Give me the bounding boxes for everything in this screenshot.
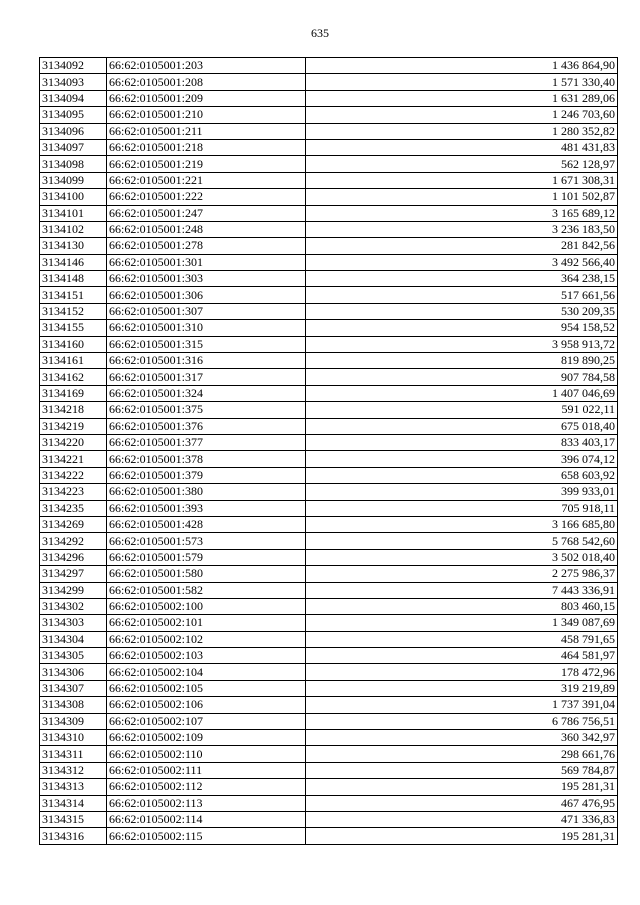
cadastral-number-cell: 66:62:0105002:115 bbox=[107, 828, 306, 844]
cadastral-number-cell: 66:62:0105002:110 bbox=[107, 746, 306, 762]
table-row bbox=[40, 418, 618, 434]
table-row bbox=[40, 533, 618, 549]
amount-cell: 360 342,97 bbox=[306, 730, 618, 746]
record-id-cell: 3134096 bbox=[40, 123, 107, 139]
record-id-cell: 3134218 bbox=[40, 402, 107, 418]
amount-cell: 319 219,89 bbox=[306, 680, 618, 696]
amount-cell: 1 407 046,69 bbox=[306, 385, 618, 401]
record-id-cell: 3134308 bbox=[40, 697, 107, 713]
record-id-cell: 3134313 bbox=[40, 779, 107, 795]
record-id-cell: 3134311 bbox=[40, 746, 107, 762]
record-id-cell: 3134219 bbox=[40, 418, 107, 434]
cadastral-number-cell: 66:62:0105001:379 bbox=[107, 467, 306, 483]
table-row bbox=[40, 779, 618, 795]
cadastral-value-table bbox=[39, 57, 618, 845]
record-id-cell: 3134296 bbox=[40, 549, 107, 565]
cadastral-number-cell: 66:62:0105001:378 bbox=[107, 451, 306, 467]
record-id-cell: 3134151 bbox=[40, 287, 107, 303]
cadastral-number-cell: 66:62:0105001:377 bbox=[107, 434, 306, 450]
amount-cell: 3 492 566,40 bbox=[306, 254, 618, 270]
record-id-cell: 3134148 bbox=[40, 271, 107, 287]
record-id-cell: 3134310 bbox=[40, 730, 107, 746]
cadastral-number-cell: 66:62:0105001:209 bbox=[107, 90, 306, 106]
amount-cell: 195 281,31 bbox=[306, 779, 618, 795]
table-row bbox=[40, 320, 618, 336]
table-row bbox=[40, 123, 618, 139]
amount-cell: 658 603,92 bbox=[306, 467, 618, 483]
cadastral-number-cell: 66:62:0105002:101 bbox=[107, 615, 306, 631]
amount-cell: 803 460,15 bbox=[306, 598, 618, 614]
amount-cell: 1 280 352,82 bbox=[306, 123, 618, 139]
table-row bbox=[40, 451, 618, 467]
cadastral-number-cell: 66:62:0105002:104 bbox=[107, 664, 306, 680]
amount-cell: 1 246 703,60 bbox=[306, 107, 618, 123]
table-row bbox=[40, 271, 618, 287]
table-row bbox=[40, 254, 618, 270]
record-id-cell: 3134314 bbox=[40, 795, 107, 811]
record-id-cell: 3134098 bbox=[40, 156, 107, 172]
record-id-cell: 3134220 bbox=[40, 434, 107, 450]
amount-cell: 954 158,52 bbox=[306, 320, 618, 336]
amount-cell: 562 128,97 bbox=[306, 156, 618, 172]
amount-cell: 1 631 289,06 bbox=[306, 90, 618, 106]
table-row bbox=[40, 221, 618, 237]
cadastral-number-cell: 66:62:0105002:111 bbox=[107, 762, 306, 778]
table-body bbox=[40, 58, 618, 845]
table-row bbox=[40, 811, 618, 827]
record-id-cell: 3134312 bbox=[40, 762, 107, 778]
cadastral-number-cell: 66:62:0105001:301 bbox=[107, 254, 306, 270]
cadastral-number-cell: 66:62:0105002:106 bbox=[107, 697, 306, 713]
record-id-cell: 3134099 bbox=[40, 172, 107, 188]
record-id-cell: 3134235 bbox=[40, 500, 107, 516]
amount-cell: 481 431,83 bbox=[306, 139, 618, 155]
amount-cell: 7 443 336,91 bbox=[306, 582, 618, 598]
amount-cell: 3 236 183,50 bbox=[306, 221, 618, 237]
cadastral-number-cell: 66:62:0105001:582 bbox=[107, 582, 306, 598]
table-row bbox=[40, 402, 618, 418]
table-row bbox=[40, 156, 618, 172]
record-id-cell: 3134305 bbox=[40, 648, 107, 664]
cadastral-number-cell: 66:62:0105001:218 bbox=[107, 139, 306, 155]
table-row bbox=[40, 107, 618, 123]
table-row bbox=[40, 648, 618, 664]
cadastral-number-cell: 66:62:0105001:380 bbox=[107, 484, 306, 500]
record-id-cell: 3134101 bbox=[40, 205, 107, 221]
amount-cell: 195 281,31 bbox=[306, 828, 618, 844]
amount-cell: 530 209,35 bbox=[306, 303, 618, 319]
cadastral-number-cell: 66:62:0105002:113 bbox=[107, 795, 306, 811]
table-row bbox=[40, 238, 618, 254]
cadastral-number-cell: 66:62:0105001:310 bbox=[107, 320, 306, 336]
cadastral-number-cell: 66:62:0105001:579 bbox=[107, 549, 306, 565]
amount-cell: 5 768 542,60 bbox=[306, 533, 618, 549]
amount-cell: 2 275 986,37 bbox=[306, 566, 618, 582]
amount-cell: 591 022,11 bbox=[306, 402, 618, 418]
cadastral-number-cell: 66:62:0105001:573 bbox=[107, 533, 306, 549]
record-id-cell: 3134162 bbox=[40, 369, 107, 385]
record-id-cell: 3134161 bbox=[40, 353, 107, 369]
record-id-cell: 3134146 bbox=[40, 254, 107, 270]
table-row bbox=[40, 795, 618, 811]
cadastral-number-cell: 66:62:0105001:580 bbox=[107, 566, 306, 582]
amount-cell: 819 890,25 bbox=[306, 353, 618, 369]
table-row bbox=[40, 139, 618, 155]
cadastral-number-cell: 66:62:0105001:210 bbox=[107, 107, 306, 123]
table-row bbox=[40, 664, 618, 680]
table-row bbox=[40, 746, 618, 762]
cadastral-number-cell: 66:62:0105002:100 bbox=[107, 598, 306, 614]
cadastral-number-cell: 66:62:0105001:316 bbox=[107, 353, 306, 369]
table-row bbox=[40, 762, 618, 778]
table-row bbox=[40, 189, 618, 205]
table-row bbox=[40, 582, 618, 598]
cadastral-number-cell: 66:62:0105001:211 bbox=[107, 123, 306, 139]
record-id-cell: 3134097 bbox=[40, 139, 107, 155]
amount-cell: 364 238,15 bbox=[306, 271, 618, 287]
record-id-cell: 3134304 bbox=[40, 631, 107, 647]
amount-cell: 6 786 756,51 bbox=[306, 713, 618, 729]
table-row bbox=[40, 74, 618, 90]
amount-cell: 675 018,40 bbox=[306, 418, 618, 434]
table-row bbox=[40, 566, 618, 582]
table-row bbox=[40, 631, 618, 647]
amount-cell: 517 661,56 bbox=[306, 287, 618, 303]
record-id-cell: 3134297 bbox=[40, 566, 107, 582]
cadastral-number-cell: 66:62:0105002:103 bbox=[107, 648, 306, 664]
amount-cell: 705 918,11 bbox=[306, 500, 618, 516]
cadastral-number-cell: 66:62:0105001:203 bbox=[107, 58, 306, 74]
cadastral-number-cell: 66:62:0105001:324 bbox=[107, 385, 306, 401]
record-id-cell: 3134306 bbox=[40, 664, 107, 680]
table-row bbox=[40, 615, 618, 631]
amount-cell: 281 842,56 bbox=[306, 238, 618, 254]
record-id-cell: 3134292 bbox=[40, 533, 107, 549]
cadastral-number-cell: 66:62:0105002:109 bbox=[107, 730, 306, 746]
amount-cell: 3 958 913,72 bbox=[306, 336, 618, 352]
table-row bbox=[40, 287, 618, 303]
amount-cell: 1 737 391,04 bbox=[306, 697, 618, 713]
record-id-cell: 3134222 bbox=[40, 467, 107, 483]
amount-cell: 3 165 689,12 bbox=[306, 205, 618, 221]
amount-cell: 464 581,97 bbox=[306, 648, 618, 664]
cadastral-number-cell: 66:62:0105002:112 bbox=[107, 779, 306, 795]
amount-cell: 458 791,65 bbox=[306, 631, 618, 647]
table-row bbox=[40, 516, 618, 532]
amount-cell: 907 784,58 bbox=[306, 369, 618, 385]
cadastral-number-cell: 66:62:0105002:102 bbox=[107, 631, 306, 647]
cadastral-number-cell: 66:62:0105001:306 bbox=[107, 287, 306, 303]
record-id-cell: 3134093 bbox=[40, 74, 107, 90]
amount-cell: 1 101 502,87 bbox=[306, 189, 618, 205]
record-id-cell: 3134160 bbox=[40, 336, 107, 352]
cadastral-number-cell: 66:62:0105001:208 bbox=[107, 74, 306, 90]
table-row bbox=[40, 205, 618, 221]
table-row bbox=[40, 385, 618, 401]
record-id-cell: 3134307 bbox=[40, 680, 107, 696]
table-row bbox=[40, 598, 618, 614]
amount-cell: 396 074,12 bbox=[306, 451, 618, 467]
table-row bbox=[40, 697, 618, 713]
cadastral-number-cell: 66:62:0105001:303 bbox=[107, 271, 306, 287]
table-row bbox=[40, 434, 618, 450]
amount-cell: 569 784,87 bbox=[306, 762, 618, 778]
record-id-cell: 3134155 bbox=[40, 320, 107, 336]
amount-cell: 1 671 308,31 bbox=[306, 172, 618, 188]
cadastral-number-cell: 66:62:0105002:107 bbox=[107, 713, 306, 729]
table-row bbox=[40, 303, 618, 319]
record-id-cell: 3134102 bbox=[40, 221, 107, 237]
amount-cell: 833 403,17 bbox=[306, 434, 618, 450]
cadastral-number-cell: 66:62:0105001:428 bbox=[107, 516, 306, 532]
cadastral-number-cell: 66:62:0105002:105 bbox=[107, 680, 306, 696]
table-row bbox=[40, 90, 618, 106]
record-id-cell: 3134092 bbox=[40, 58, 107, 74]
amount-cell: 1 349 087,69 bbox=[306, 615, 618, 631]
amount-cell: 178 472,96 bbox=[306, 664, 618, 680]
record-id-cell: 3134221 bbox=[40, 451, 107, 467]
amount-cell: 1 436 864,90 bbox=[306, 58, 618, 74]
table-row bbox=[40, 500, 618, 516]
record-id-cell: 3134315 bbox=[40, 811, 107, 827]
cadastral-number-cell: 66:62:0105001:376 bbox=[107, 418, 306, 434]
record-id-cell: 3134299 bbox=[40, 582, 107, 598]
record-id-cell: 3134095 bbox=[40, 107, 107, 123]
cadastral-number-cell: 66:62:0105001:248 bbox=[107, 221, 306, 237]
cadastral-number-cell: 66:62:0105001:247 bbox=[107, 205, 306, 221]
record-id-cell: 3134302 bbox=[40, 598, 107, 614]
table-row bbox=[40, 828, 618, 844]
table-row bbox=[40, 336, 618, 352]
record-id-cell: 3134316 bbox=[40, 828, 107, 844]
record-id-cell: 3134309 bbox=[40, 713, 107, 729]
cadastral-number-cell: 66:62:0105001:393 bbox=[107, 500, 306, 516]
record-id-cell: 3134100 bbox=[40, 189, 107, 205]
table-row bbox=[40, 713, 618, 729]
record-id-cell: 3134094 bbox=[40, 90, 107, 106]
cadastral-number-cell: 66:62:0105001:375 bbox=[107, 402, 306, 418]
table-row bbox=[40, 680, 618, 696]
table-row bbox=[40, 484, 618, 500]
table-row bbox=[40, 730, 618, 746]
table-row bbox=[40, 58, 618, 74]
table-row bbox=[40, 172, 618, 188]
record-id-cell: 3134269 bbox=[40, 516, 107, 532]
cadastral-number-cell: 66:62:0105001:315 bbox=[107, 336, 306, 352]
cadastral-number-cell: 66:62:0105002:114 bbox=[107, 811, 306, 827]
cadastral-number-cell: 66:62:0105001:222 bbox=[107, 189, 306, 205]
amount-cell: 298 661,76 bbox=[306, 746, 618, 762]
record-id-cell: 3134169 bbox=[40, 385, 107, 401]
cadastral-number-cell: 66:62:0105001:307 bbox=[107, 303, 306, 319]
record-id-cell: 3134303 bbox=[40, 615, 107, 631]
table-row bbox=[40, 549, 618, 565]
amount-cell: 3 166 685,80 bbox=[306, 516, 618, 532]
page-number: 635 bbox=[311, 26, 329, 40]
cadastral-number-cell: 66:62:0105001:221 bbox=[107, 172, 306, 188]
amount-cell: 471 336,83 bbox=[306, 811, 618, 827]
amount-cell: 399 933,01 bbox=[306, 484, 618, 500]
amount-cell: 467 476,95 bbox=[306, 795, 618, 811]
record-id-cell: 3134223 bbox=[40, 484, 107, 500]
cadastral-number-cell: 66:62:0105001:219 bbox=[107, 156, 306, 172]
amount-cell: 3 502 018,40 bbox=[306, 549, 618, 565]
amount-cell: 1 571 330,40 bbox=[306, 74, 618, 90]
cadastral-number-cell: 66:62:0105001:278 bbox=[107, 238, 306, 254]
record-id-cell: 3134130 bbox=[40, 238, 107, 254]
cadastral-number-cell: 66:62:0105001:317 bbox=[107, 369, 306, 385]
table-row bbox=[40, 353, 618, 369]
table-row bbox=[40, 369, 618, 385]
table-row bbox=[40, 467, 618, 483]
record-id-cell: 3134152 bbox=[40, 303, 107, 319]
